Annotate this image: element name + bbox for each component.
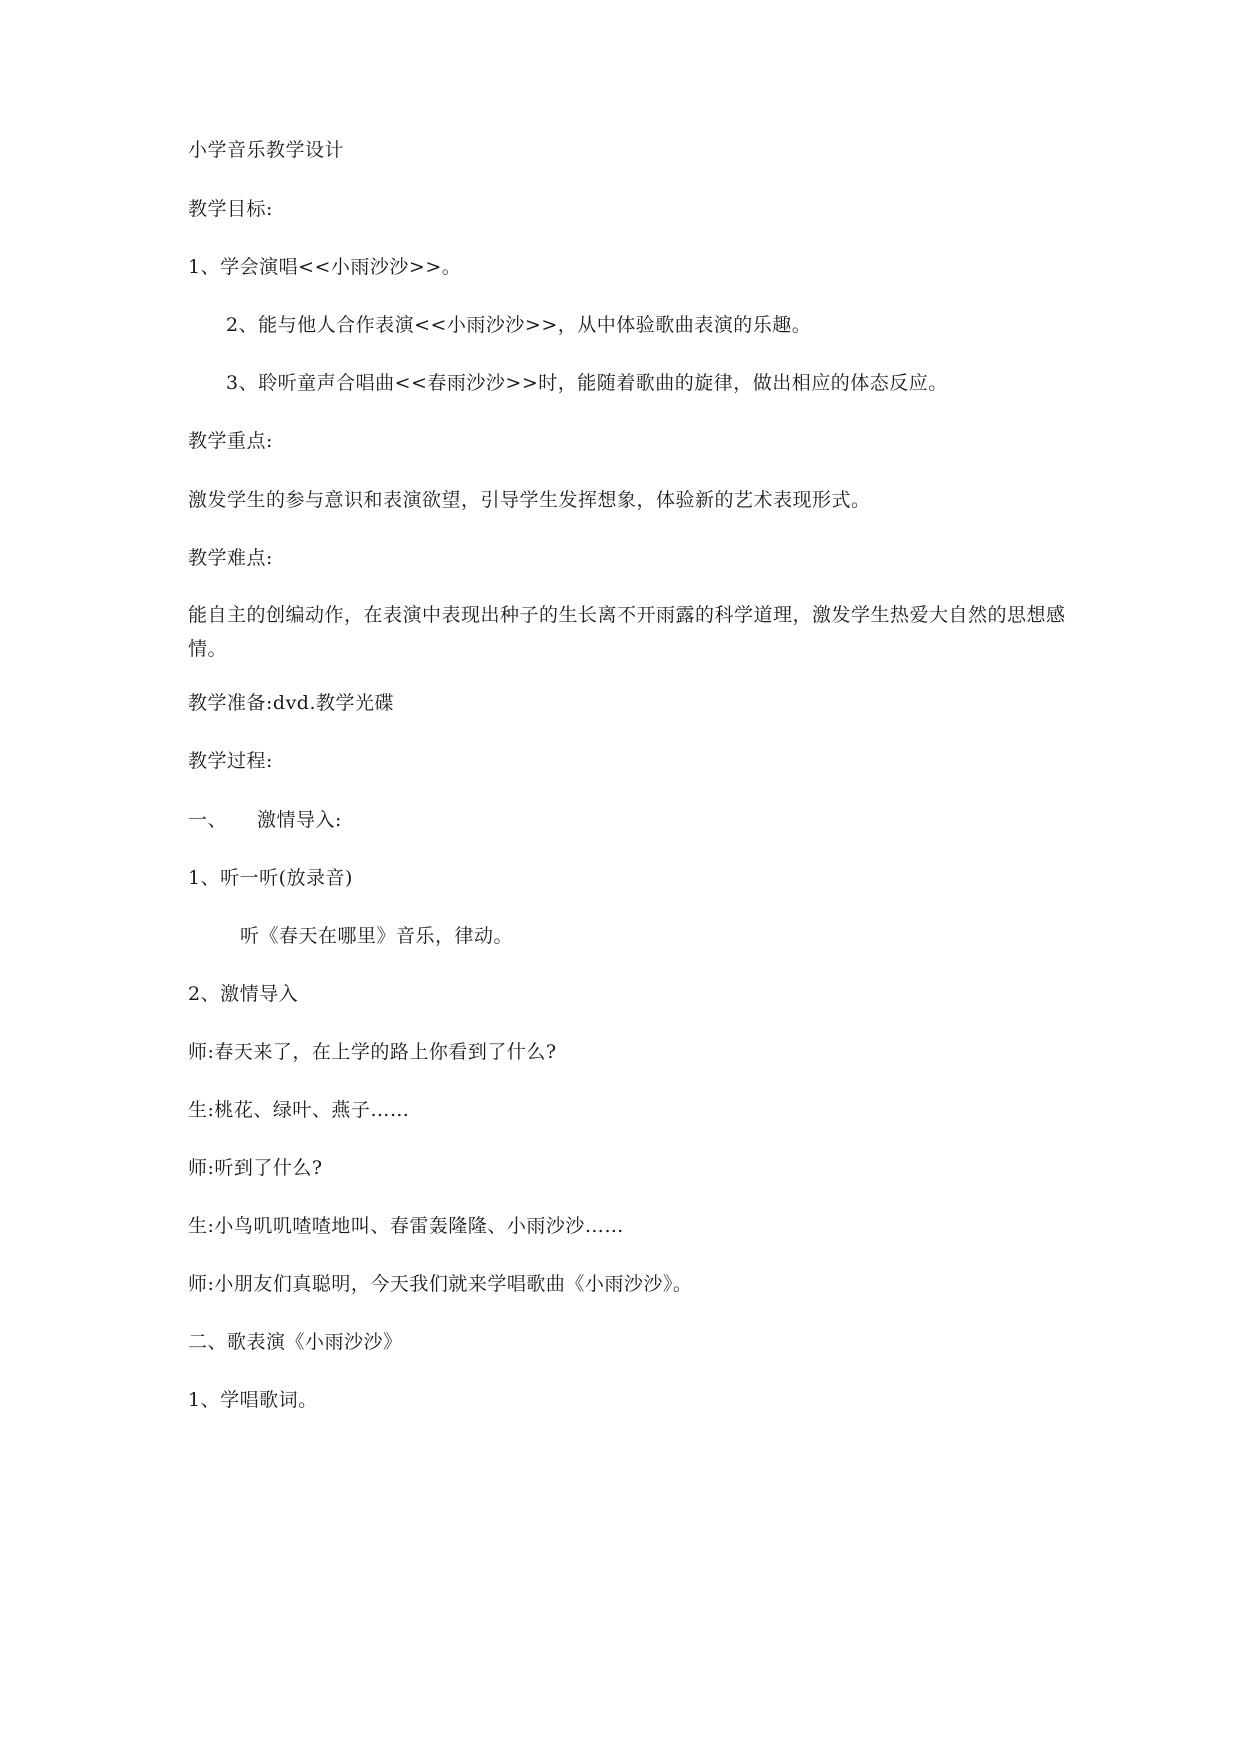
step-2: 2、激情导入 <box>188 983 299 1005</box>
objective-2: 2、能与他人合作表演<<小雨沙沙>>，从中体验歌曲表演的乐趣。 <box>226 314 812 336</box>
preparation-line: 教学准备:dvd.教学光碟 <box>188 692 395 714</box>
dialogue-5: 师:小朋友们真聪明，今天我们就来学唱歌曲《小雨沙沙》。 <box>188 1273 693 1295</box>
objective-1: 1、学会演唱<<小雨沙沙>>。 <box>188 256 462 278</box>
step-1: 1、听一听(放录音) <box>188 867 353 889</box>
step-1-detail: 听《春天在哪里》音乐，律动。 <box>240 925 514 947</box>
section-2-heading: 二、歌表演《小雨沙沙》 <box>188 1331 403 1353</box>
section-2-step-1: 1、学唱歌词。 <box>188 1389 318 1411</box>
section-1-heading <box>188 806 342 834</box>
key-points-text: 激发学生的参与意识和表演欲望，引导学生发挥想象，体验新的艺术表现形式。 <box>188 489 871 511</box>
document-title: 小学音乐教学设计 <box>188 139 345 161</box>
objective-3: 3、聆听童声合唱曲<<春雨沙沙>>时，能随着歌曲的旋律，做出相应的体态反应。 <box>226 372 948 394</box>
key-points-heading: 教学重点: <box>188 430 273 452</box>
dialogue-2: 生:桃花、绿叶、燕子…… <box>188 1099 410 1121</box>
process-heading: 教学过程: <box>188 750 273 772</box>
difficulties-text: 能自主的创编动作，在表演中表现出种子的生长离不开雨露的科学道理，激发学生热爱大自然的思想感情。 <box>188 604 1066 660</box>
section-1-number: 一、 <box>188 809 228 831</box>
objectives-heading: 教学目标: <box>188 198 273 220</box>
dialogue-4: 生:小鸟叽叽喳喳地叫、春雷轰隆隆、小雨沙沙…… <box>188 1215 624 1237</box>
section-1-title: 激情导入: <box>257 809 342 831</box>
difficulties-heading: 教学难点: <box>188 547 273 569</box>
dialogue-3: 师:听到了什么? <box>188 1157 323 1179</box>
dialogue-1: 师:春天来了，在上学的路上你看到了什么? <box>188 1041 557 1063</box>
